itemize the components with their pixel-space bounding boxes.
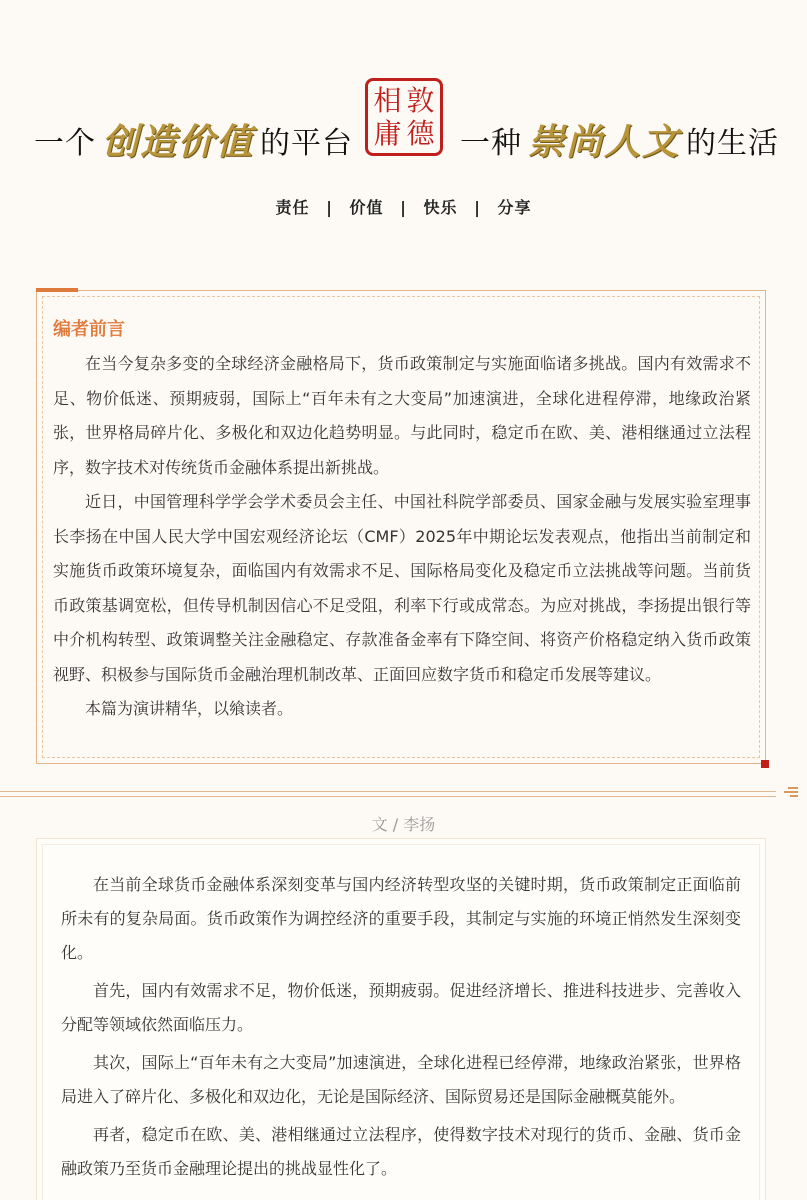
slogan-right [460,114,779,165]
section-divider [0,791,776,797]
motto-separator: | [326,198,333,217]
slogan-left-prefix: 一个 [34,125,96,161]
preface-paragraph: 在当今复杂多变的全球经济金融格局下，货币政策制定与实施面临诸多挑战。国内有效需求不足、物价低迷、预期疲弱，国际上“百年未有之大变局”加速演进，全球化进程停滞，地缘政治紧张，世界格局碎片化、多极化和双边化趋势明显。与此同时，稳定币在欧、美、港相继通过立法程序，数字技术对传统货币金融体系提出新挑战。 [53,354,751,477]
article-box [36,838,766,1200]
article-paragraph: 在当前全球货币金融体系深刻变革与国内经济转型攻坚的关键时期，货币政策制定正面临前所未有的复杂局面。货币政策作为调控经济的重要手段，其制定与实施的环境正悄然发生深刻变化。 [61,875,741,962]
motto [0,195,807,218]
preface-title: 编者前言 [53,319,125,340]
corner-decoration [761,760,769,768]
motto-separator: | [474,198,481,217]
article-paragraph: 其次，国际上“百年未有之大变局”加速演进，全球化进程已经停滞，地缘政治紧张，世界格局进入了碎片化、多极化和双边化，无论是国际经济、国际贸易还是国际金融概莫能外。 [61,1053,741,1106]
slogan-left [34,114,353,165]
seal-char: 敦 [406,83,435,117]
seal-char: 相 [373,83,402,117]
motto-separator: | [400,198,407,217]
author-byline: 文 / 李扬 [371,815,436,834]
article-body [61,868,741,1190]
divider-ornament-icon [784,787,798,799]
slogan-left-highlight: 创造价值 [102,121,255,163]
editor-preface-box [36,290,766,764]
seal-char: 庸 [373,116,402,150]
preface-body [53,347,751,727]
motto-item: 责任 [275,198,310,217]
motto-item: 价值 [349,198,384,217]
seal-logo [365,78,443,156]
motto-item: 分享 [497,198,532,217]
article-paragraph: 再者，稳定币在欧、美、港相继通过立法程序，使得数字技术对现行的货币、金融、货币金融政策乃至货币金融理论提出的挑战显性化了。 [61,1125,741,1178]
slogan-right-prefix: 一种 [460,125,522,161]
article-paragraph: 首先，国内有效需求不足，物价低迷，预期疲弱。促进经济增长、推进科技进步、完善收入分配等领域依然面临压力。 [61,981,741,1034]
slogan-left-suffix: 的平台 [260,125,354,161]
header-banner [0,70,807,190]
slogan-right-highlight: 崇尚人文 [528,121,681,163]
seal-char: 德 [406,116,435,150]
motto-item: 快乐 [423,198,458,217]
preface-paragraph: 近日，中国管理科学学会学术委员会主任、中国社科院学部委员、国家金融与发展实验室理事长李扬在中国人民大学中国宏观经济论坛（CMF）2025年中期论坛发表观点，他指出当前制定和实施货币政策环境复杂，面临国内有效需求不足、国际格局变化及稳定币立法挑战等问题。当前货币政策基调宽松，但传导机制因信心不足受阻，利率下行或成常态。为应对挑战，李扬提出银行等中介机构转型、政策调整关注金融稳定、存款准备金率有下降空间、将资产价格稳定纳入货币政策视野、积极参与国际货币金融治理机制改革、正面回应数字货币和稳定币发展等建议。 [53,492,751,684]
preface-paragraph: 本篇为演讲精华，以飨读者。 [85,699,294,718]
slogan-right-suffix: 的生活 [686,125,780,161]
